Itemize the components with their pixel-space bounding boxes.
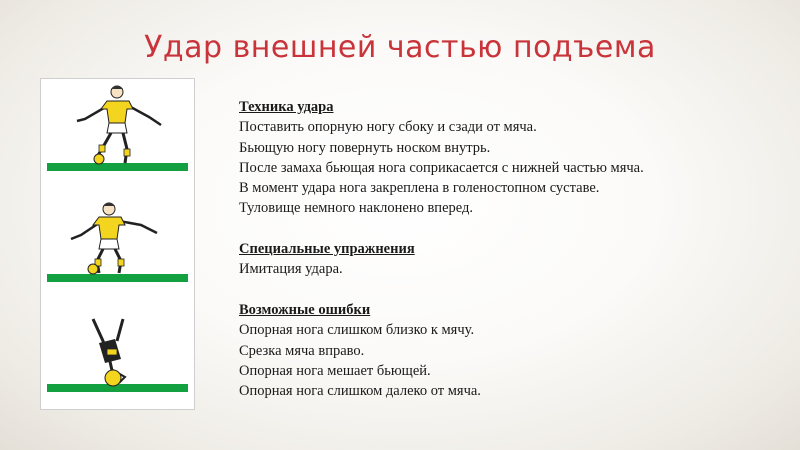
- football-kick-illustration: [41, 79, 194, 409]
- list-item: Опорная нога слишком далеко от мяча.: [239, 383, 481, 400]
- spacer: [239, 280, 759, 300]
- instruction-text: [239, 97, 759, 401]
- list-item: Имитация удара.: [239, 261, 343, 278]
- list-item: Срезка мяча вправо.: [239, 342, 365, 359]
- player-frame-2: [47, 203, 188, 283]
- spacer: [239, 219, 759, 239]
- section-heading: Техника удара: [239, 99, 334, 115]
- section-heading: Возможные ошибки: [239, 301, 371, 318]
- list-item: Туловище немного наклонено вперед.: [239, 200, 474, 217]
- list-item: В момент удара нога закреплена в голеностопном суставе.: [239, 180, 600, 197]
- list-item: Опорная нога мешает бьющей.: [239, 362, 431, 379]
- list-item: Опорная нога слишком близко к мячу.: [239, 322, 475, 339]
- list-item: Поставить опорную ногу сбоку и сзади от мяча.: [239, 119, 537, 136]
- list-item: Бьющую ногу повернуть носком внутрь.: [239, 139, 491, 156]
- player-frame-3: [47, 319, 188, 392]
- illustration-panel: [40, 78, 195, 410]
- player-frame-1: [47, 86, 188, 172]
- section-heading: Специальные упражнения: [239, 241, 415, 258]
- list-item: После замаха бьющая нога соприкасается с нижней частью мяча.: [239, 159, 644, 176]
- slide-title: Удар внешней частью подъема: [144, 30, 656, 65]
